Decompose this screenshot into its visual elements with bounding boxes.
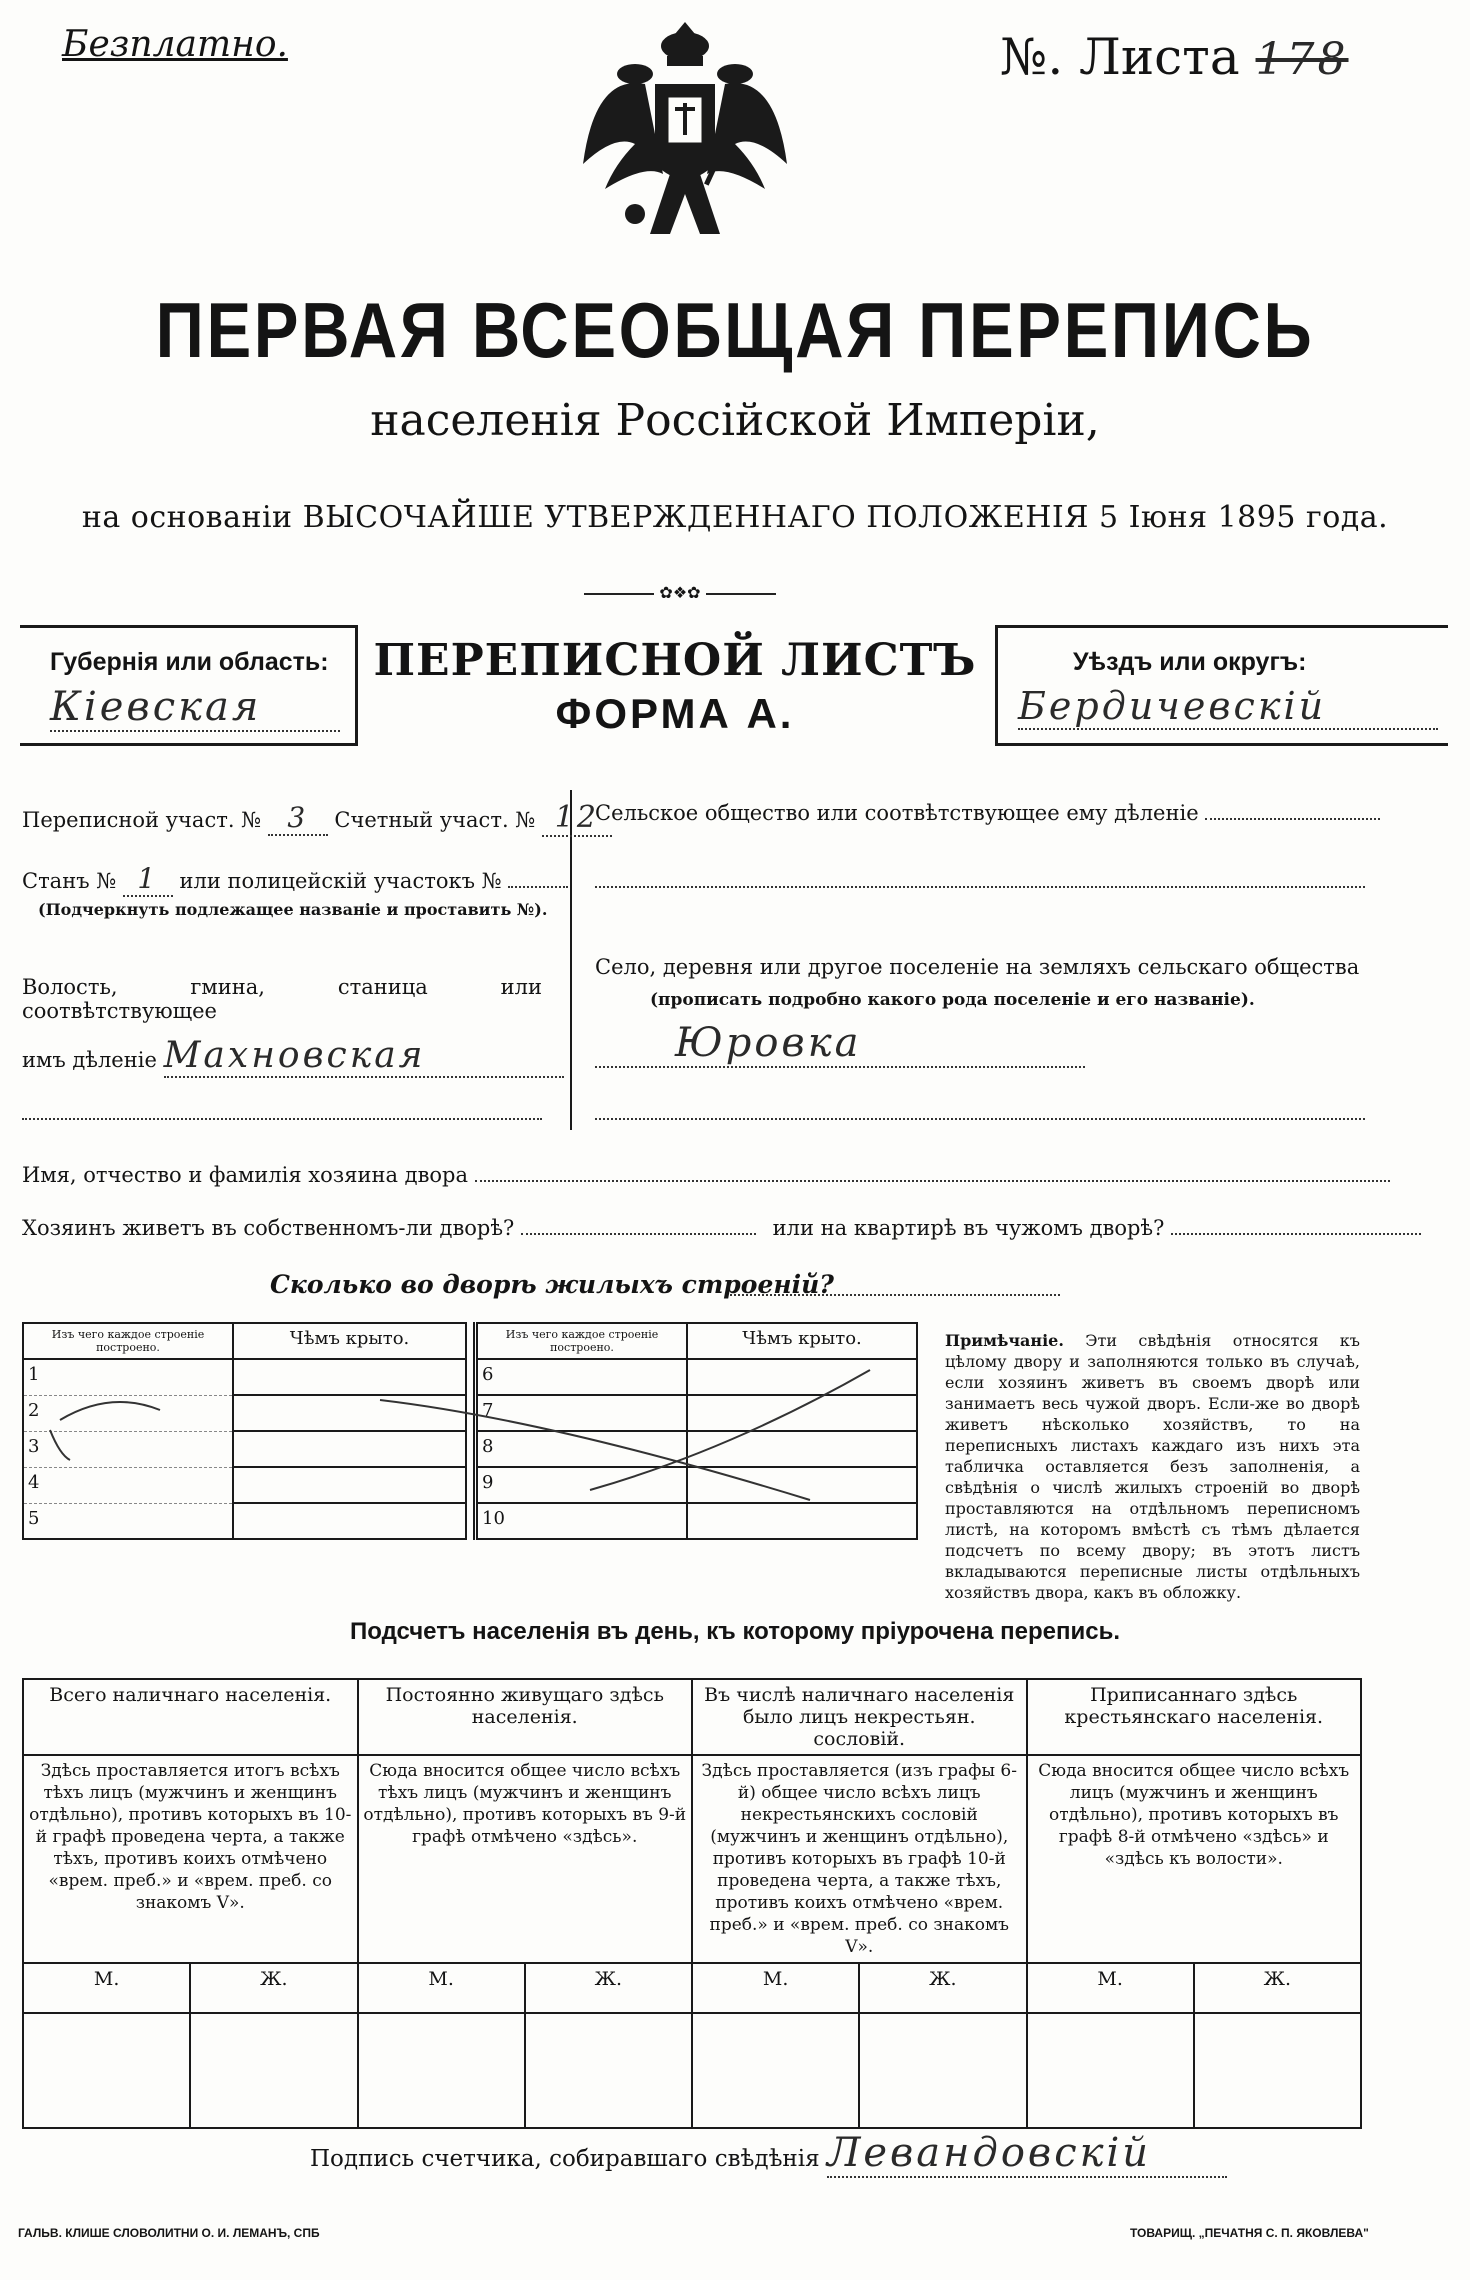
female-header: Ж.	[1194, 1963, 1361, 2013]
society-value[interactable]	[1205, 800, 1380, 820]
signature-row	[310, 2130, 1227, 2178]
count-area-value[interactable]: 12	[542, 800, 612, 837]
owner-lives-value[interactable]	[521, 1215, 756, 1235]
society-label: Сельское общество или соотвѣтствующее ему дѣленіе	[595, 801, 1199, 825]
count-area-label: Счетный участ. №	[334, 808, 536, 832]
female-count-cell[interactable]	[859, 2013, 1026, 2128]
owner-name-row	[22, 1162, 1390, 1187]
footer-right: ТОВАРИЩ. „ПЕЧАТНЯ С. П. ЯКОВЛЕВА"	[1130, 2226, 1369, 2240]
group-2-note: Сюда вносится общее число всѣхъ тѣхъ лицъ (мужчинъ и женщинъ отдѣльно), противъ которыхъ въ 9-й графѣ отмѣчено «здѣсь».	[358, 1755, 693, 1963]
male-count-cell[interactable]	[23, 2013, 190, 2128]
volost-row	[22, 1035, 564, 1078]
row-number: 1	[23, 1359, 233, 1395]
ornament-divider: ✿❖✿	[580, 586, 780, 600]
province-box	[20, 625, 358, 746]
owner-lives-row	[22, 1215, 1421, 1240]
female-count-cell[interactable]	[190, 2013, 357, 2128]
sheet-number	[1000, 28, 1349, 86]
apartment-label: или на квартирѣ въ чужомъ дворѣ?	[772, 1216, 1165, 1240]
sheet-number-value: 178	[1255, 34, 1349, 85]
col-roof-header: Чѣмъ крыто.	[687, 1323, 917, 1359]
village-value[interactable]: Юровка	[595, 1020, 1085, 1068]
village-extra-line[interactable]	[595, 1100, 1365, 1120]
row-number: 8	[476, 1431, 688, 1467]
subtitle: населенія Россійской Имперіи,	[370, 395, 1100, 446]
group-3-note: Здѣсь проставляется (изъ графы 6-й) общее число всѣхъ лицъ некрестьянскихъ сословій (мужчинъ и женщинъ отдѣльно), противъ которыхъ въ графѣ 10-й проведена черта, а также тѣхъ, противъ коихъ отмѣчено «врем. преб.» и «врем. преб. со знакомъ V».	[692, 1755, 1027, 1963]
district-box	[995, 625, 1448, 746]
male-header: М.	[1027, 1963, 1194, 2013]
col-material-header: Изъ чего каждое строеніе построено.	[23, 1323, 233, 1359]
row-number: 7	[476, 1395, 688, 1431]
legal-basis: на основаніи ВЫСОЧАЙШЕ УТВЕРЖДЕННАГО ПОЛОЖЕНІЯ 5 Іюня 1895 года.	[81, 500, 1389, 535]
census-area-row	[22, 800, 612, 837]
population-heading: Подсчетъ населенія въ день, къ которому пріурочена перепись.	[350, 1618, 1120, 1645]
owner-name-value[interactable]	[475, 1162, 1390, 1182]
male-count-cell[interactable]	[692, 2013, 859, 2128]
buildings-question: Сколько во дворѣ жилыхъ строеній?	[270, 1270, 834, 1299]
footer-left: ГАЛЬВ. КЛИШЕ СЛОВОЛИТНИ О. И. ЛЕМАНЪ, СПБ	[18, 2226, 320, 2240]
police-label: или полицейскій участокъ №	[179, 869, 502, 893]
district-value[interactable]: Бердичевскій	[1018, 684, 1438, 730]
female-count-cell[interactable]	[525, 2013, 692, 2128]
female-header: Ж.	[859, 1963, 1026, 2013]
cross-out-strokes	[30, 1360, 910, 1530]
volost-label-2: имъ дѣленіе	[22, 1048, 157, 1072]
female-header: Ж.	[190, 1963, 357, 2013]
village-note: (прописать подробно какого рода поселеніе и его названіе).	[650, 990, 1255, 1010]
form-title-main: ПЕРЕПИСНОЙ ЛИСТЪ	[373, 635, 977, 686]
owner-lives-label: Хозяинъ живетъ въ собственномъ-ли дворѣ?	[22, 1216, 515, 1240]
row-number: 5	[23, 1503, 233, 1539]
buildings-note	[945, 1330, 1360, 1603]
stan-label: Станъ №	[22, 869, 117, 893]
census-area-label: Переписной участ. №	[22, 808, 262, 832]
society-row	[595, 800, 1380, 825]
signature-label: Подпись счетчика, собиравшаго свѣдѣнія	[310, 2146, 820, 2172]
stan-value[interactable]: 1	[123, 862, 173, 897]
coat-of-arms-icon	[575, 14, 795, 259]
volost-extra-line[interactable]	[22, 1100, 542, 1120]
note-text: Эти свѣдѣнія относятся къ цѣлому двору и заполняются только въ случаѣ, если хозяинъ живетъ въ своемъ дворѣ или занимаетъ весь чужой дворъ. Если-же во дворѣ живетъ нѣсколько хозяйствъ, то на переписныхъ листахъ каждаго изъ нихъ эта табличка оставляется безъ заполненія, а свѣдѣнія о числѣ жилыхъ строеній во дворѣ проставляются на отдѣльномъ переписномъ листѣ, на которомъ вмѣстѣ съ тѣмъ дѣлается подсчетъ по всему двору; въ этотъ листъ вкладываются переписные листы отдѣльныхъ хозяйствъ двора, какъ въ обложку.	[945, 1331, 1360, 1602]
owner-name-label: Имя, отчество и фамилія хозяина двора	[22, 1163, 469, 1187]
group-2-title: Постоянно живущаго здѣсь населенія.	[358, 1679, 693, 1755]
volost-label: Волость, гмина, станица или соотвѣтствующее	[22, 975, 542, 1023]
province-label: Губернія или область:	[50, 648, 329, 676]
buildings-answer[interactable]	[730, 1276, 1060, 1296]
sheet-number-label: №. Листа	[1000, 28, 1240, 86]
row-number: 4	[23, 1467, 233, 1503]
main-title: ПЕРВАЯ ВСЕОБЩАЯ ПЕРЕПИСЬ	[155, 286, 1315, 374]
male-count-cell[interactable]	[1027, 2013, 1194, 2128]
male-count-cell[interactable]	[358, 2013, 525, 2128]
male-header: М.	[692, 1963, 859, 2013]
village-label: Село, деревня или другое поселеніе на земляхъ сельскаго общества	[595, 955, 1360, 979]
form-title-sub: ФОРМА А.	[555, 690, 795, 737]
female-count-cell[interactable]	[1194, 2013, 1361, 2128]
group-1-note: Здѣсь проставляется итогъ всѣхъ тѣхъ лицъ (мужчинъ и женщинъ отдѣльно), противъ которыхъ въ 10-й графѣ проведена черта, а также тѣхъ, противъ коихъ отмѣчено «врем. преб.» и «врем. преб. со знакомъ V».	[23, 1755, 358, 1963]
district-label: Уѣздъ или округъ:	[1073, 648, 1307, 676]
male-header: М.	[358, 1963, 525, 2013]
group-3-title: Въ числѣ наличнаго населенія было лицъ некрестьян. сословій.	[692, 1679, 1027, 1755]
column-divider	[570, 790, 572, 1130]
signature-value[interactable]: Левандовскій	[827, 2130, 1227, 2178]
row-number: 9	[476, 1467, 688, 1503]
group-1-title: Всего наличнаго населенія.	[23, 1679, 358, 1755]
col-roof-header: Чѣмъ крыто.	[233, 1323, 466, 1359]
police-value[interactable]	[508, 866, 568, 888]
society-extra-line[interactable]	[595, 868, 1365, 888]
row-number: 2	[23, 1395, 233, 1431]
note-title: Примѣчаніе.	[945, 1331, 1064, 1350]
stan-row	[22, 862, 568, 897]
apartment-value[interactable]	[1171, 1215, 1421, 1235]
male-header: М.	[23, 1963, 190, 2013]
volost-value[interactable]: Махновская	[164, 1035, 564, 1078]
female-header: Ж.	[525, 1963, 692, 2013]
group-4-note: Сюда вносится общее число всѣхъ лицъ (мужчинъ и женщинъ отдѣльно), противъ которыхъ въ графѣ 8-й отмѣчено «здѣсь» и «здѣсь къ волости».	[1027, 1755, 1362, 1963]
group-4-title: Приписаннаго здѣсь крестьянскаго населенія.	[1027, 1679, 1362, 1755]
form-title	[355, 625, 995, 740]
row-number: 6	[476, 1359, 688, 1395]
population-table	[22, 1678, 1362, 2129]
province-value[interactable]: Кіевская	[50, 684, 340, 732]
row-number: 10	[476, 1503, 688, 1539]
free-label: Безплатно.	[62, 24, 288, 65]
underline-note: (Подчеркнуть подлежащее названіе и проставить №).	[38, 900, 548, 919]
census-area-value[interactable]: 3	[268, 801, 328, 836]
row-number: 3	[23, 1431, 233, 1467]
col-material-header: Изъ чего каждое строеніе построено.	[476, 1323, 688, 1359]
